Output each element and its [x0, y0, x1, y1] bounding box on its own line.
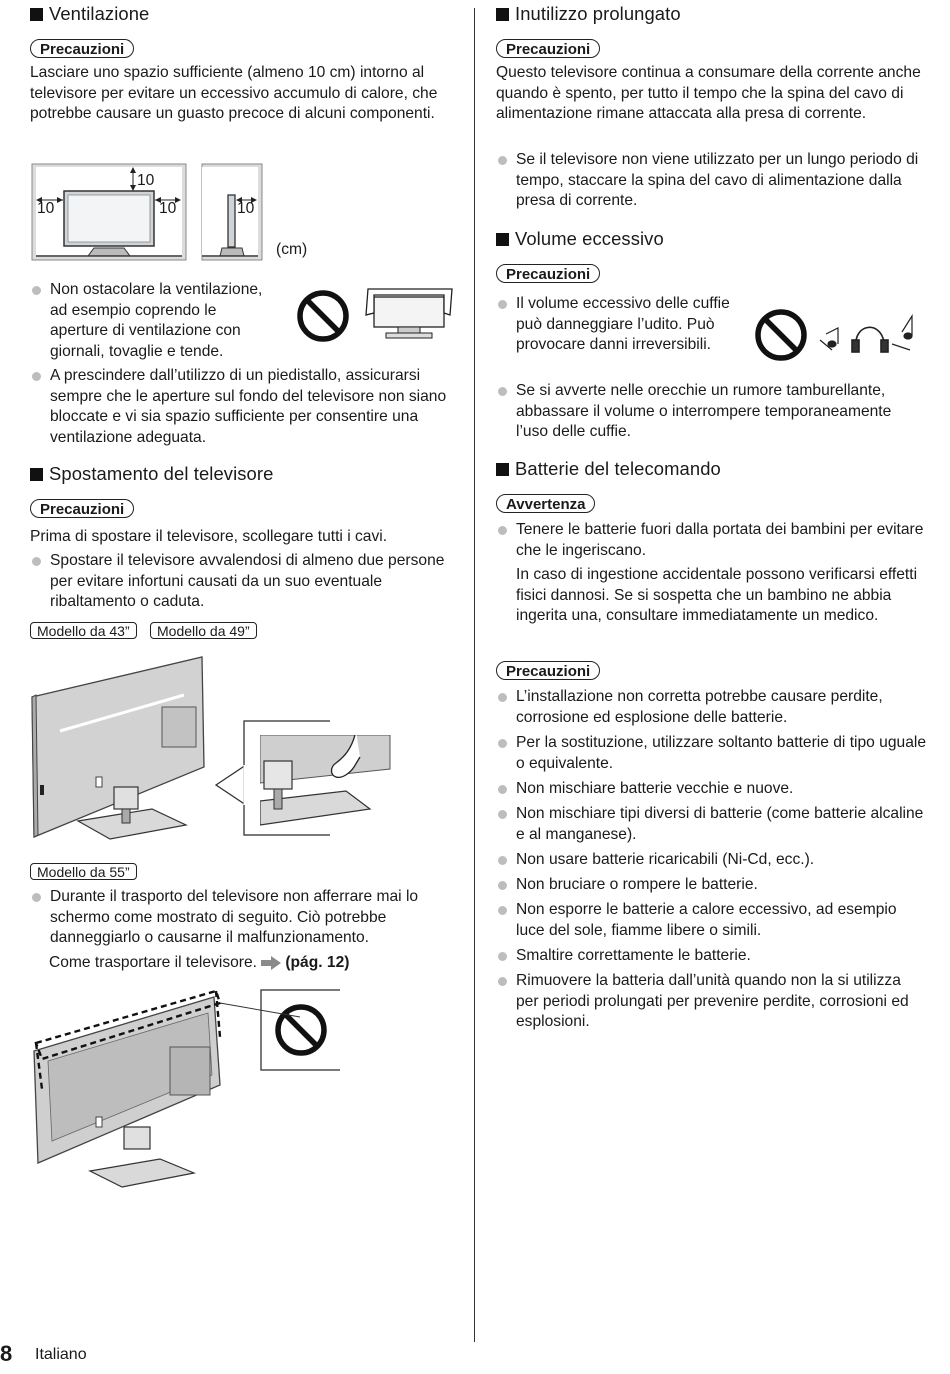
volume-bullet-1: Il volume eccessivo delle cuffie può danneggiare l’udito. Può provocare danni irreversibili. — [496, 294, 746, 356]
ventilazione-bullet-1: Non ostacolare la ventilazione, ad esempio coprendo le aperture di ventilazione con giornali, tovaglie e tende. — [30, 280, 275, 362]
batterie-bullet-2: Per la sostituzione, utilizzare soltanto batterie di tipo uguale o equivalente. — [496, 733, 926, 774]
batterie-bullet-5: Non usare batterie ricaricabili (Ni-Cd, ecc.). — [496, 850, 926, 871]
page-number: 8 — [0, 1341, 13, 1366]
batterie-warning-bullet: Tenere le batterie fuori dalla portata dei bambini per evitare che le ingeriscano. — [496, 520, 926, 561]
inutilizzo-bullet: Se il televisore non viene utilizzato per un lungo periodo di tempo, staccare la spina del cavo di alimentazione dalla presa di corrente. — [496, 150, 926, 212]
precauzioni-badge: Precauzioni — [496, 661, 600, 680]
batterie-warning-note: In caso di ingestione accidentale possono verificarsi effetti fisici dannosi. Se si sospetta che un bambino ne abbia ingerita una, consultare immediatamente un medico. — [516, 566, 918, 625]
callout-detail-figure — [260, 735, 400, 835]
volume-bullet-2: Se si avverte nelle orecchie un rumore tamburellante, abbassare il volume o interrompere temporaneamente l’uso delle cuffie. — [496, 381, 926, 443]
headphones-icon — [852, 327, 888, 352]
avvertenza-badge: Avvertenza — [496, 494, 595, 513]
heading-volume: Volume eccessivo — [496, 229, 664, 250]
batterie-bullet-7: Non esporre le batterie a calore eccessivo, ad esempio luce del sole, fiamme libere o simili. — [496, 900, 926, 941]
dimension-top: 10 — [137, 172, 155, 189]
ventilazione-intro: Lasciare uno spazio sufficiente (almeno 10 cm) intorno al televisore per evitare un eccessivo accumulo di calore, che potrebbe causare un guasto precoce di alcuni componenti. — [30, 64, 438, 123]
batterie-bullet-4: Non mischiare tipi diversi di batterie (come batterie alcaline e al manganese). — [496, 804, 926, 845]
precauzioni-badge: Precauzioni — [30, 39, 134, 58]
model-49-tag: Modello da 49” — [150, 622, 257, 639]
precauzioni-badge: Precauzioni — [496, 39, 600, 58]
music-notes-icon — [820, 316, 912, 350]
page-ref-arrow-icon — [261, 956, 281, 970]
heading-square-icon — [30, 468, 43, 481]
heading-square-icon — [30, 8, 43, 21]
carry-note: Come trasportare il televisore. (pág. 12) — [49, 954, 350, 971]
heading-square-icon — [496, 8, 509, 21]
heading-batterie: Batterie del telecomando — [496, 459, 721, 480]
batterie-bullet-3: Non mischiare batterie vecchie e nuove. — [496, 779, 926, 800]
ventilazione-bullet-2: A prescindere dall’utilizzo di un piedistallo, assicurarsi sempre che le aperture sul fondo del televisore non siano bloccate e vi sia spazio sufficiente per consentire una ventilazione adeguata. — [30, 366, 455, 448]
batterie-bullet-1: L’installazione non corretta potrebbe causare perdite, corrosione ed esplosione delle batterie. — [496, 687, 926, 728]
heading-square-icon — [496, 233, 509, 246]
batterie-bullet-9: Rimuovere la batteria dall’unità quando non la si utilizza per periodi prolungati per prevenire perdite, corrosioni ed esplosioni. — [496, 971, 926, 1033]
precauzioni-badge: Precauzioni — [496, 264, 600, 283]
model-55-tag: Modello da 55” — [30, 863, 137, 880]
inutilizzo-intro: Questo televisore continua a consumare della corrente anche quando è spento, per tutto il tempo che la spina del cavo di alimentazione rimane attaccata alla presa di corrente. — [496, 64, 921, 123]
heading-spostamento: Spostamento del televisore — [30, 464, 273, 485]
heading-ventilazione: Ventilazione — [30, 4, 149, 25]
footer-language: Italiano — [35, 1346, 87, 1363]
precauzioni-badge: Precauzioni — [30, 499, 134, 518]
batterie-bullet-8: Smaltire correttamente le batterie. — [496, 946, 926, 967]
tv-55-no-grab-figure — [30, 985, 340, 1195]
unit-label: (cm) — [276, 241, 308, 258]
page-ref-link[interactable]: (pág. 12) — [285, 954, 350, 971]
dimension-right: 10 — [159, 200, 177, 217]
heading-square-icon — [496, 463, 509, 476]
spostamento-intro: Prima di spostare il televisore, scollegare tutti i cavi. — [30, 528, 388, 545]
no-cover-figure — [294, 285, 454, 351]
dimension-left: 10 — [37, 200, 55, 217]
model-43-tag: Modello da 43” — [30, 622, 137, 639]
batterie-bullet-6: Non bruciare o rompere le batterie. — [496, 875, 926, 896]
heading-inutilizzo: Inutilizzo prolungato — [496, 4, 681, 25]
headphones-volume-figure — [752, 306, 922, 364]
spostamento-bullet: Spostare il televisore avvalendosi di almeno due persone per evitare infortuni causati da un suo eventuale ribaltamento o caduta. — [30, 551, 455, 613]
spostamento-bullet-55: Durante il trasporto del televisore non afferrare mai lo schermo come mostrato di seguito. Ciò potrebbe danneggiarlo o causarne il malfunzionamento. — [30, 887, 455, 949]
dimension-side: 10 — [237, 200, 255, 217]
column-divider — [474, 8, 475, 1342]
